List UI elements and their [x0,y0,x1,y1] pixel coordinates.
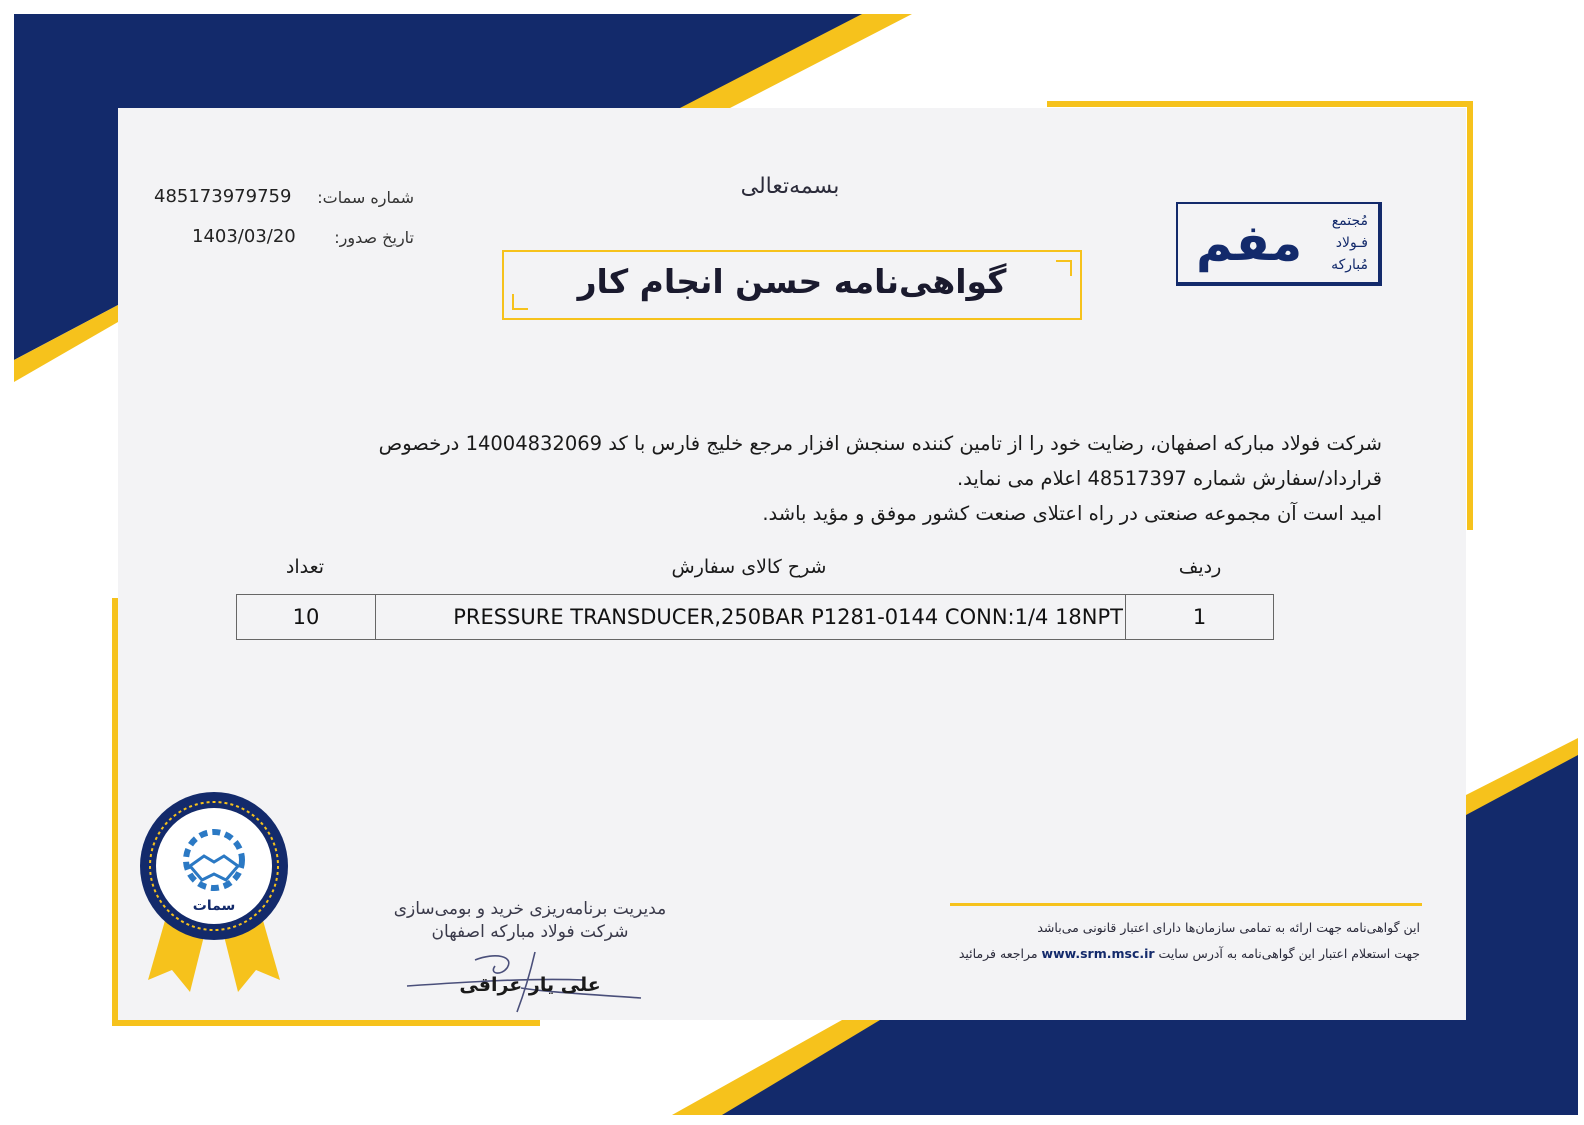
certificate-title: گواهی‌نامه حسن انجام کار [577,262,1007,301]
verification-url[interactable]: www.srm.msc.ir [1041,946,1155,961]
dept-line-1: مدیریت برنامه‌ریزی خرید و بومی‌سازی [393,899,667,919]
header-description: شرح کالای سفارش [671,556,827,578]
signer-name: علی یار عراقی [459,974,601,996]
samat-label: شماره سمات: [317,188,414,207]
cell-quantity: 10 [292,605,320,629]
samat-number: 485173979759 [154,186,292,207]
samat-number-row [154,186,414,207]
company-logo [1176,202,1382,286]
dept-line-2: شرکت فولاد مبارکه اصفهان [431,922,629,942]
certificate-body [290,426,1382,531]
footer-legal-note: این گواهی‌نامه جهت ارائه به تمامی سازمان‌ها دارای اعتبار قانونی می‌باشد [1037,920,1420,935]
issue-date-row [192,226,414,247]
samat-seal [138,790,290,1000]
cell-row-number: 1 [1125,595,1273,639]
footer-prefix: جهت استعلام اعتبار این گواهی‌نامه به آدرس سایت [1158,946,1420,961]
footer-suffix: مراجعه فرمائید [958,946,1038,961]
issue-date-label: تاریخ صدور: [334,228,414,247]
issue-date: 1403/03/20 [192,226,296,247]
cell-description: PRESSURE TRANSDUCER,250BAR P1281-0144 CONN:1/4 18NPT [375,595,1125,639]
body-line-2: قرارداد/سفارش شماره 48517397 اعلام می نماید. [956,467,1382,490]
invocation-text: بسمه‌تعالی [740,174,840,199]
footer-verification-note [860,946,1420,961]
body-line-3: امید است آن مجموعه صنعتی در راه اعتلای صنعت کشور موفق و مؤید باشد. [762,502,1382,525]
body-line-1: شرکت فولاد مبارکه اصفهان، رضایت خود را از تامین کننده سنجش افزار مرجع خلیج فارس با کد 14004832069 درخصوص [378,432,1382,455]
logo-line-2: فـولاد [1335,235,1368,251]
table-row [236,594,1274,640]
seal-name: سمات [192,898,236,914]
header-quantity: تعداد [285,556,325,578]
logo-caption [1331,204,1368,282]
header-row-number: ردیف [1178,556,1222,578]
footer-divider [950,903,1422,906]
signature-department [380,898,680,944]
logo-mark: مفم [1196,214,1303,272]
logo-line-3: مُبارکه [1331,257,1368,273]
logo-line-1: مُجتمع [1331,213,1368,229]
